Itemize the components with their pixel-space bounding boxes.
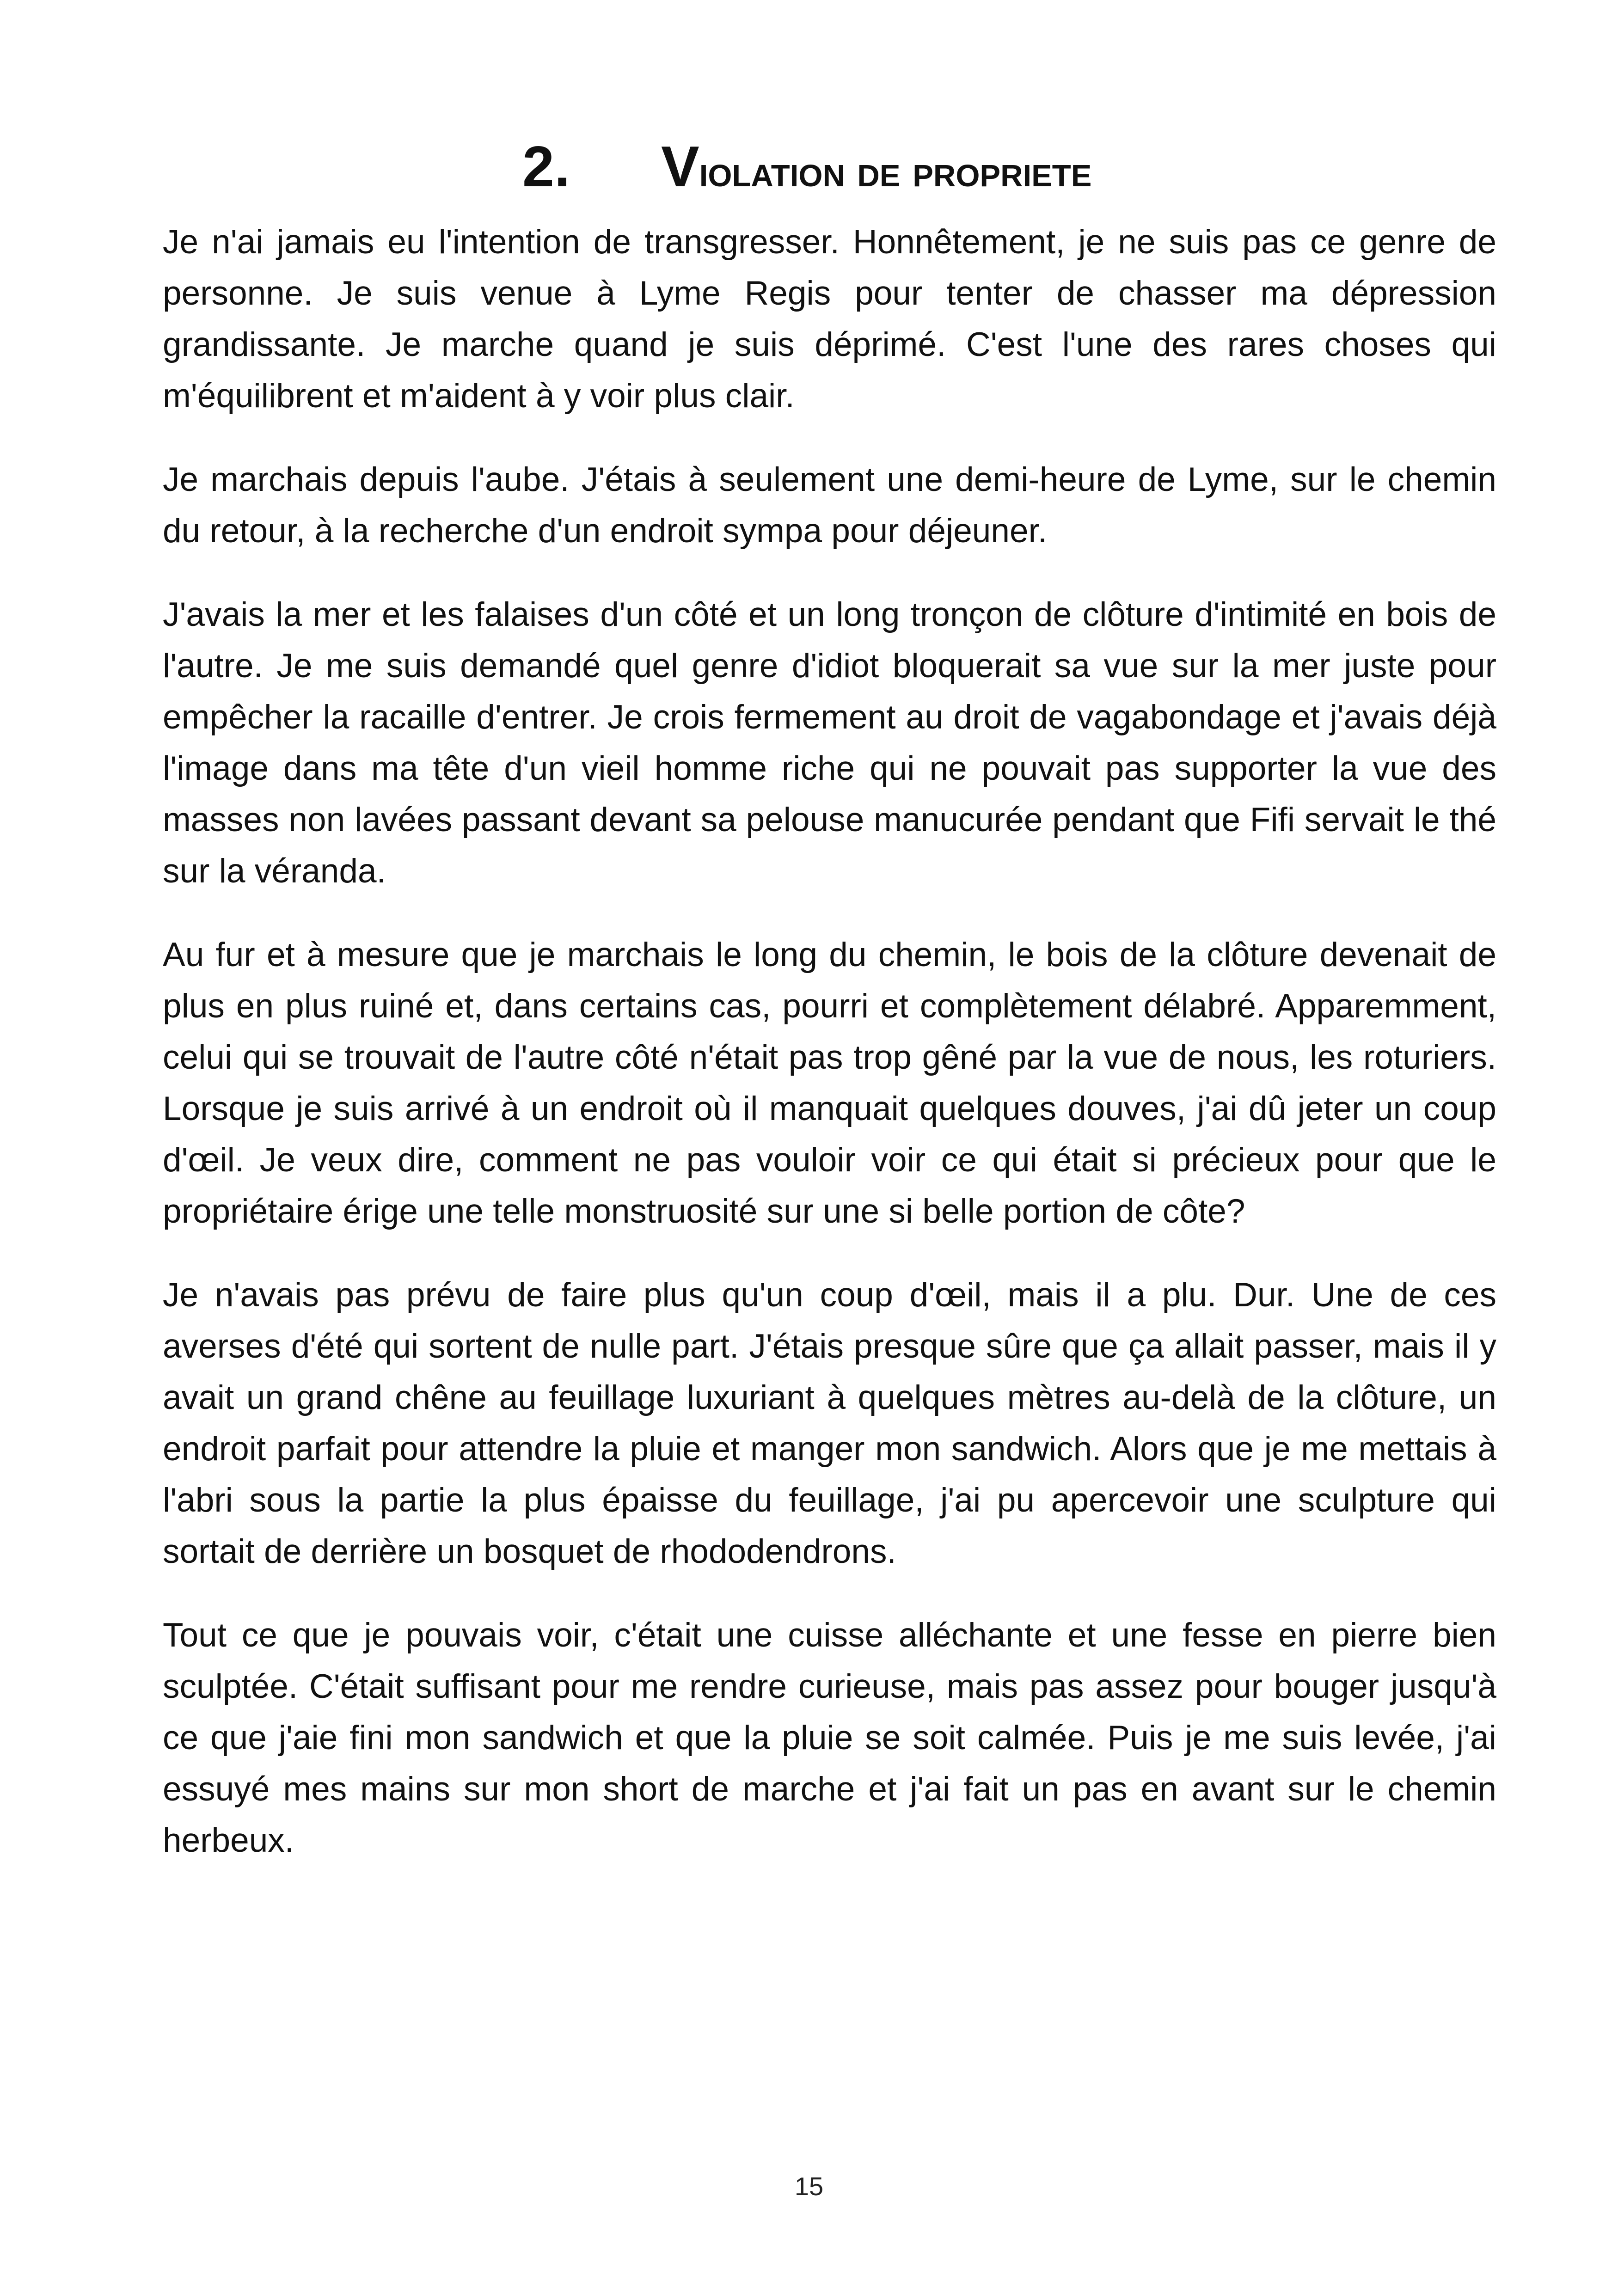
chapter-title-initial: V [661, 135, 699, 199]
paragraph-1: Je n'ai jamais eu l'intention de transgresser. Honnêtement, je ne suis pas ce genre de personne. Je suis venue à Lyme Regis pour tenter de chasser ma dépression grandissante. Je marche quand je suis déprimé. C'est l'une des rares choses qui m'équilibrent et m'aident à y voir plus clair. [163, 223, 1496, 415]
page-number: 15 [794, 2172, 824, 2201]
paragraph-5: Je n'avais pas prévu de faire plus qu'un coup d'œil, mais il a plu. Dur. Une de ces averses d'été qui sortent de nulle part. J'étais presque sûre que ça allait passer, mais il y avait un grand chêne au feuillage luxuriant à quelques mètres au-delà de la clôture, un endroit parfait pour attendre la pluie et manger mon sandwich. Alors que je me mettais à l'abri sous la partie la plus épaisse du feuillage, j'ai pu apercevoir une sculpture qui sortait de derrière un bosquet de rhododendrons. [163, 1276, 1496, 1570]
chapter-heading [522, 125, 1401, 208]
paragraph-6: Tout ce que je pouvais voir, c'était une cuisse alléchante et une fesse en pierre bien sculptée. C'était suffisant pour me rendre curieuse, mais pas assez pour bouger jusqu'à ce que j'aie fini mon sandwich et que la pluie se soit calmée. Puis je me suis levée, j'ai essuyé mes mains sur mon short de marche et j'ai fait un pas en avant sur le chemin herbeux. [163, 1616, 1496, 1859]
chapter-title [661, 125, 1091, 213]
chapter-title-rest: iolation de propriete [699, 147, 1092, 196]
paragraph-4: Au fur et à mesure que je marchais le long du chemin, le bois de la clôture devenait de plus en plus ruiné et, dans certains cas, pourri et complètement délabré. Apparemment, celui qui se trouvait de l'autre côté n'était pas trop gêné par la vue de nous, les roturiers. Lorsque je suis arrivé à un endroit où il manquait quelques douves, j'ai dû jeter un coup d'œil. Je veux dire, comment ne pas vouloir voir ce qui était si précieux pour que le propriétaire érige une telle monstruosité sur une si belle portion de côte? [163, 936, 1496, 1230]
paragraph-2: Je marchais depuis l'aube. J'étais à seulement une demi-heure de Lyme, sur le chemin du retour, à la recherche d'un endroit sympa pour déjeuner. [163, 461, 1496, 550]
chapter-number: 2. [522, 135, 570, 199]
paragraph-3: J'avais la mer et les falaises d'un côté et un long tronçon de clôture d'intimité en bois de l'autre. Je me suis demandé quel genre d'idiot bloquerait sa vue sur la mer juste pour empêcher la racaille d'entrer. Je crois fermement au droit de vagabondage et j'avais déjà l'image dans ma tête d'un vieil homme riche qui ne pouvait pas supporter la vue des masses non lavées passant devant sa pelouse manucurée pendant que Fifi servait le thé sur la véranda. [163, 596, 1496, 890]
chapter-body [163, 216, 1496, 1898]
